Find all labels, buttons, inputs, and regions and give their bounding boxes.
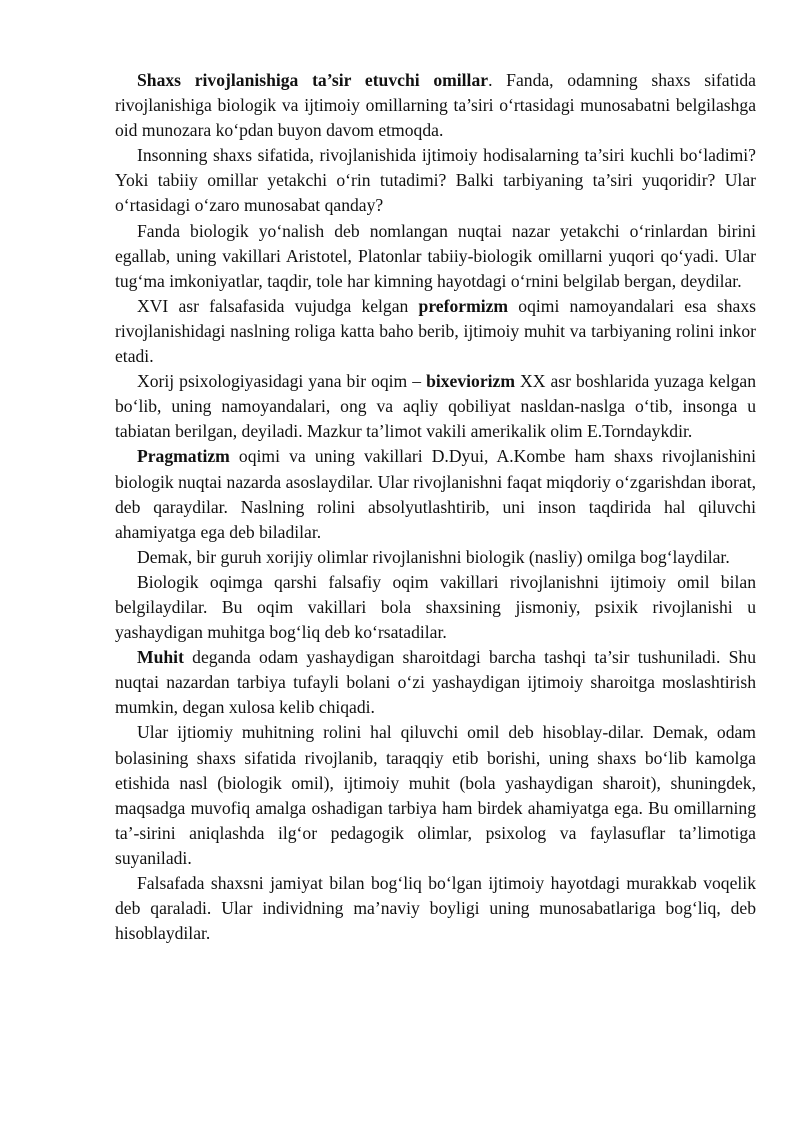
paragraph-text: Demak, bir guruh xorijiy olimlar rivojlanishni biologik (nasliy) omilga bog‘laydilar.: [137, 546, 730, 567]
paragraph-text: Insonning shaxs sifatida, rivojlanishida ijtimoiy hodisalarning ta’siri kuchli bo‘ladimi? Yoki tabiiy omillar yetakchi o‘rin tutadimi? Balki tarbiyaning ta’siri yuqoridir? Ular o‘rtasidagi o‘zaro munosabat qanday?: [115, 145, 756, 216]
term-behaviorism: bixeviorizm: [426, 371, 516, 392]
paragraph-preformism: [115, 294, 756, 369]
paragraph-foreign-scholars: [115, 545, 756, 570]
paragraph-text: oqimi va uning vakillari D.Dyui, A.Kombe ham shaxs rivojlanishini biologik nuqtai nazarda asoslaydilar. Ular rivojlanishni faqat miqdoriy o‘zgarishdan iborat, deb qaraydilar. Naslning rolini absolyutlashtirib, uni inson taqdirida hal qiluvchi ahamiyatga ega deb biladilar.: [115, 446, 756, 542]
paragraph-environment: [115, 645, 756, 720]
paragraph-social-factor: [115, 570, 756, 645]
paragraph-text: Falsafada shaxsni jamiyat bilan bog‘liq bo‘lgan ijtimoiy hayotdagi murakkab voqelik deb qaraladi. Ular individning ma’naviy boyligi uning munosabatlariga bog‘liq, deb hisoblaydilar.: [115, 873, 756, 944]
paragraph-text: Xorij psixologiyasidagi yana bir oqim –: [137, 371, 427, 392]
paragraph-text: deganda odam yashaydigan sharoitdagi barcha tashqi ta’sir tushuniladi. Shu nuqtai nazardan tarbiya tufayli bolani o‘zi yashaydigan ijtimoiy sharoitga moslashtirish mumkin, degan xulosa kelib chiqadi.: [115, 647, 756, 718]
paragraph-behaviorism: [115, 369, 756, 444]
paragraph-social-environment: [115, 720, 756, 871]
paragraph-text: XX asr boshlarida yuzaga kelgan bo‘lib, uning namoyandalari, ong va aqliy qobiliyat nasldan-naslga o‘tib, insonga u tabiatan berilgan, deyiladi. Mazkur ta’limot vakili amerikalik olim E.Torndaykdir.: [115, 371, 757, 442]
paragraph-biological-direction: [115, 219, 756, 294]
paragraph-text: XVI asr falsafasida vujudga kelgan: [137, 295, 419, 316]
paragraph-text: Biologik oqimga qarshi falsafiy oqim vakillari rivojlanishni ijtimoiy omil bilan belgilaydilar. Bu oqim vakillari bola shaxsining jismoniy, psixik rivojlanishi u yashaydigan muhitga bog‘liq deb ko‘rsatadilar.: [115, 571, 756, 643]
paragraph-text: Fanda biologik yo‘nalish deb nomlangan nuqtai nazar yetakchi o‘rinlardan birini egallab, uning vakillari Aristotel, Platonlar tabiiy-biologik omillarni yuqori qo‘yadi. Ular tug‘ma imkoniyatlar, taqdir, tole har kimning hayotdagi o‘rnini belgilab bergan, deydilar.: [115, 220, 756, 291]
paragraph-text: . Fanda, odamning shaxs sifatida rivojlanishiga biologik va ijtimoiy omillarning ta’siri o‘rtasidagi munosabatni belgilashga oid munozara ko‘pdan buyon davom etmoqda.: [115, 70, 756, 141]
paragraph-text: Ular ijtiomiy muhitning rolini hal qiluvchi omil deb hisoblay-dilar. Demak, odam bolasining shaxs sifatida rivojlanib, taraqqiy etib borishi, uning shaxs bo‘lib kamolga etishida nasl (biologik omil), ijtimoiy muhit (bola yashaydigan sharoit), shuningdek, maqsadga muvofiq amalga oshadigan tarbiya ham birdek ahamiyatga ega. Bu omillarning ta’-sirini aniqlashda ilg‘or pedagogik olimlar, psixolog va faylasuflar ta’limotiga suyaniladi.: [115, 722, 756, 868]
paragraph-factors-intro: [115, 68, 756, 143]
paragraph-pragmatism: [115, 444, 756, 544]
term-environment: Muhit: [137, 647, 184, 668]
document-page: [115, 68, 756, 946]
paragraph-questions: [115, 143, 756, 218]
paragraph-philosophy: [115, 871, 756, 946]
term-preformism: preformizm: [418, 295, 509, 316]
paragraph-text: oqimi namoyandalari esa shaxs rivojlanishidagi naslning roliga katta baho berib, ijtimoiy muhit va tarbiyaning rolini inkor etadi.: [115, 295, 757, 367]
term-pragmatism: Pragmatizm: [137, 446, 230, 467]
heading-factors: Shaxs rivojlanishiga ta’sir etuvchi omillar: [137, 70, 489, 90]
